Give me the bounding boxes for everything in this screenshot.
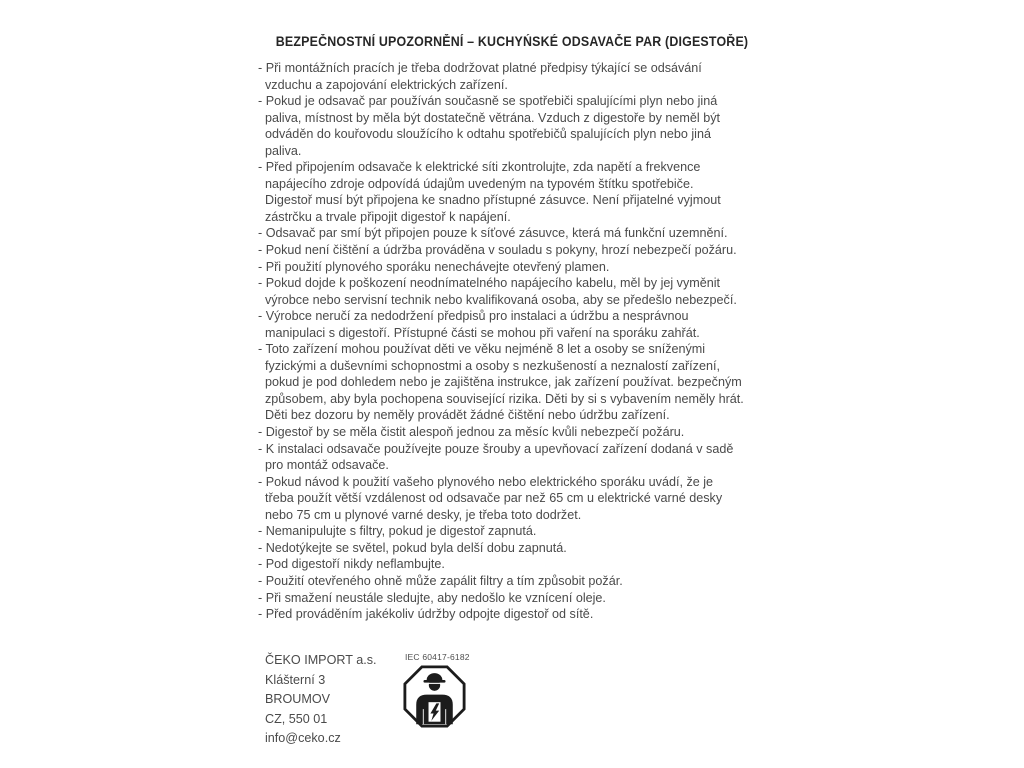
warning-item: - Při použití plynového sporáku nenechávejte otevřený plamen. xyxy=(258,259,610,274)
warning-item: - Digestoř by se měla čistit alespoň jednou za měsíc kvůli nebezpečí požáru. xyxy=(258,425,685,440)
warning-item: - Před připojením odsavače k elektrické síti zkontrolujte, zda napětí a frekvence napájecího zdroje odpovídá údajům uvedeným na typovém štítku spotřebiče. Digestoř musí být připojena ke snadno přístupné zásuvce. Není přijatelné vyjmout zástrčku a trvale připojit digestoř k napájení. xyxy=(258,160,721,224)
certification-standard-label: IEC 60417-6182 xyxy=(405,652,470,662)
warning-item: - Pokud je odsavač par používán současně se spotřebiči spalujícími plyn nebo jiná paliva, místnost by měla být dostatečně větrána. Vzduch z digestoře by neměl být odváděn do kouřovodu sloužícího k odtahu spotřebičů spalujících plyn nebo jiná paliva. xyxy=(258,94,721,158)
warning-item: - Toto zařízení mohou používat děti ve věku nejméně 8 let a osoby se sníženými fyzickými a duševními schopnostmi a osoby s nezkušeností a neznalostí zařízení, pokud je pod dohledem nebo je zajištěna instrukce, jak zařízení používat. bezpečným způsobem, aby byla pochopena související rizika. Děti by si s vybavením neměly hrát. Děti bez dozoru by neměly provádět žádné čištění nebo údržbu zařízení. xyxy=(258,342,744,423)
warning-list xyxy=(258,60,774,623)
company-address-line: ČEKO IMPORT a.s. xyxy=(265,653,377,667)
company-address xyxy=(265,651,377,749)
warning-item: - Nemanipulujte s filtry, pokud je digestoř zapnutá. xyxy=(258,524,537,539)
company-address-line: BROUMOV xyxy=(265,692,331,707)
company-address-line: info@ceko.cz xyxy=(265,731,341,746)
warning-item: - Pod digestoří nikdy neflambujte. xyxy=(258,557,445,572)
warning-item: - Před prováděním jakékoliv údržby odpojte digestoř od sítě. xyxy=(258,607,594,622)
page-title: BEZPEČNOSTNÍ UPOZORNĚNÍ – KUCHYŃSKÉ ODSAVAČE PAR (DIGESTOŘE) xyxy=(275,34,749,49)
warning-item: - Pokud není čištění a údržba prováděna v souladu s pokyny, hrozí nebezpečí požáru. xyxy=(258,243,737,258)
warning-item: - Nedotýkejte se světel, pokud byla delší dobu zapnutá. xyxy=(258,540,567,555)
warning-item: - Při montážních pracích je třeba dodržovat platné předpisy týkající se odsávání vzduchu a zapojování elektrických zařízení. xyxy=(258,61,702,92)
certification-block xyxy=(403,652,473,728)
warning-item: - K instalaci odsavače používejte pouze šrouby a upevňovací zařízení dodaná v sadě pro montáž odsavače. xyxy=(258,441,734,473)
warning-item: - Pokud dojde k poškození neodnímatelného napájecího kabelu, měl by jej vyměnit výrobce nebo servisní technik nebo kvalifikovaná osoba, aby se předešlo nebezpečí. xyxy=(258,276,737,307)
company-address-line: Klášterní 3 xyxy=(265,672,326,687)
warning-item: - Odsavač par smí být připojen pouze k síťové zásuvce, která má funkční uzemnění. xyxy=(258,226,728,241)
warning-item: - Při smažení neustále sledujte, aby nedošlo ke vznícení oleje. xyxy=(258,590,606,605)
qualified-electrician-icon xyxy=(403,665,466,728)
warning-item: - Použití otevřeného ohně může zapálit filtry a tím způsobit požár. xyxy=(258,573,623,588)
warning-item: - Výrobce neručí za nedodržení předpisů pro instalaci a údržbu a nesprávnou manipulaci s digestoří. Přístupné části se mohou při vaření na sporáku zahřát. xyxy=(258,309,700,340)
warning-item: - Pokud návod k použití vašeho plynového nebo elektrického sporáku uvádí, že je třeba použít větší vzdálenost od odsavače par než 65 cm u elektrické varné desky nebo 75 cm u plynové varné desky, je třeba toto dodržet. xyxy=(258,474,723,522)
company-address-line: CZ, 550 01 xyxy=(265,711,328,726)
